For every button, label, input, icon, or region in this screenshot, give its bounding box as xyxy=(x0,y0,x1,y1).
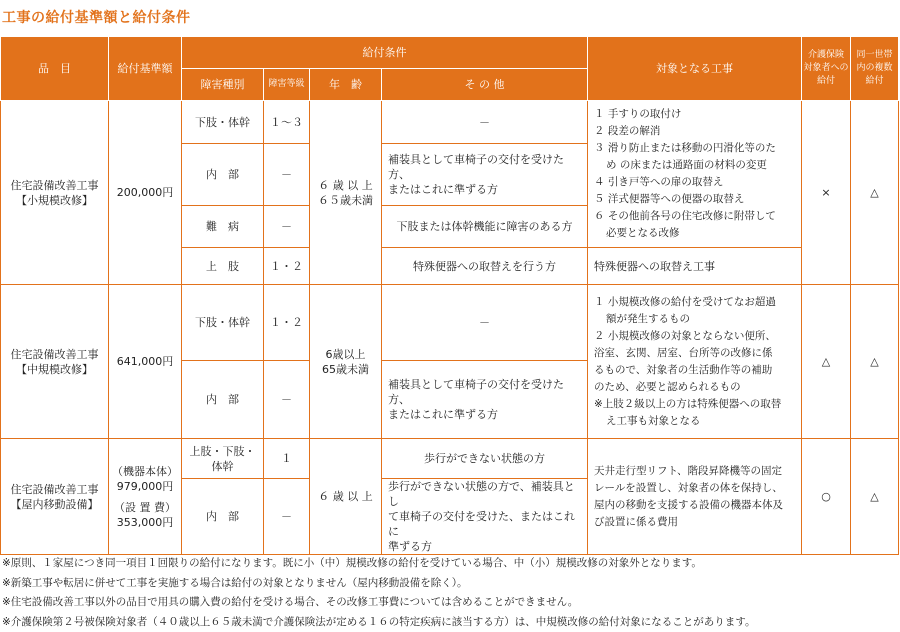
type-cell: 上 肢 xyxy=(182,248,264,285)
grade-cell: － xyxy=(264,479,310,555)
item-small: 住宅設備改善工事 【小規模改修】 xyxy=(1,101,109,285)
footnotes xyxy=(2,554,755,632)
household-indoor: △ xyxy=(851,439,899,555)
age-indoor: ６ 歳 以 上 xyxy=(310,439,382,555)
type-cell: 難 病 xyxy=(182,206,264,248)
benefit-table xyxy=(0,36,899,555)
header-household: 同一世帯 内の複数 給付 xyxy=(851,37,899,101)
other-cell: 歩行ができない状態の方で、補装具とし て車椅子の交付を受けた、またはこれに 準ずる方 xyxy=(382,479,588,555)
other-cell: － xyxy=(382,285,588,361)
type-cell: 内 部 xyxy=(182,144,264,206)
target-cell: 特殊便器への取替え工事 xyxy=(588,248,802,285)
household-small: △ xyxy=(851,101,899,285)
footnote: ※新築工事や転居に併せて工事を実施する場合は給付の対象となりません（屋内移動設備を除く）。 xyxy=(2,574,755,594)
base-medium: 641,000円 xyxy=(109,285,182,439)
page-title: 工事の給付基準額と給付条件 xyxy=(2,7,191,27)
other-cell: 特殊便器への取替えを行う方 xyxy=(382,248,588,285)
header-target-work: 対象となる工事 xyxy=(588,37,802,101)
grade-cell: １・２ xyxy=(264,248,310,285)
care-small: × xyxy=(802,101,851,285)
age-medium: 6歳以上 65歳未満 xyxy=(310,285,382,439)
type-cell: 内 部 xyxy=(182,361,264,439)
targets-small: １ 手すりの取付け ２ 段差の解消 ３ 滑り防止または移動の円滑化等のた め の床または通路面の材料の変更 ４ 引き戸等への扉の取替え ５ 洋式便器等への便器の取替え ６ その他前各号の住宅改修に附帯して 必要となる改修 xyxy=(588,101,802,248)
grade-cell: １～３ xyxy=(264,101,310,144)
type-cell: 下肢・体幹 xyxy=(182,285,264,361)
targets-indoor: 天井走行型リフト、階段昇降機等の固定 レールを設置し、対象者の体を保持し、 屋内の移動を支援する設備の機器本体及 び設置に係る費用 xyxy=(588,439,802,555)
header-disability-type: 障害種別 xyxy=(182,69,264,101)
footnote: ※住宅設備改善工事以外の品目で用具の購入費の給付を受ける場合、その改修工事費については含めることができません。 xyxy=(2,593,755,613)
targets-medium: １ 小規模改修の給付を受けてなお超過 額が発生するもの ２ 小規模改修の対象とならない便所、 浴室、玄関、居室、台所等の改修に係 るもので、対象者の生活動作等の補助 のため、必要と認められるもの ※上肢２級以上の方は特殊便器への取替 え工事も対象となる xyxy=(588,285,802,439)
header-conditions: 給付条件 xyxy=(182,37,588,69)
other-cell: － xyxy=(382,101,588,144)
footnote: ※介護保険第２号被保険対象者（４０歳以上６５歳未満で介護保険法が定める１６の特定疾病に該当する方）は、中規模改修の給付対象になることがあります。 xyxy=(2,613,755,632)
type-cell: 下肢・体幹 xyxy=(182,101,264,144)
age-small: ６ 歳 以 上 ６５歳未満 xyxy=(310,101,382,285)
other-cell: 補装具として車椅子の交付を受けた方、 またはこれに準ずる方 xyxy=(382,361,588,439)
type-cell: 内 部 xyxy=(182,479,264,555)
item-indoor: 住宅設備改善工事 【屋内移動設備】 xyxy=(1,439,109,555)
care-indoor: ○ xyxy=(802,439,851,555)
grade-cell: １・２ xyxy=(264,285,310,361)
header-age: 年 齢 xyxy=(310,69,382,101)
other-cell: 補装具として車椅子の交付を受けた方、 またはこれに準ずる方 xyxy=(382,144,588,206)
header-care-insurance: 介護保険 対象者への 給付 xyxy=(802,37,851,101)
household-medium: △ xyxy=(851,285,899,439)
grade-cell: － xyxy=(264,144,310,206)
header-disability-grade: 障害等級 xyxy=(264,69,310,101)
header-item: 品 目 xyxy=(1,37,109,101)
other-cell: 歩行ができない状態の方 xyxy=(382,439,588,479)
header-base-amount: 給付基準額 xyxy=(109,37,182,101)
grade-cell: － xyxy=(264,361,310,439)
header-other: そ の 他 xyxy=(382,69,588,101)
other-cell: 下肢または体幹機能に障害のある方 xyxy=(382,206,588,248)
item-medium: 住宅設備改善工事 【中規模改修】 xyxy=(1,285,109,439)
grade-cell: － xyxy=(264,206,310,248)
grade-cell: １ xyxy=(264,439,310,479)
footnote: ※原則、１家屋につき同一項目１回限りの給付になります。既に小（中）規模改修の給付を受けている場合、中（小）規模改修の対象外となります。 xyxy=(2,554,755,574)
type-cell: 上肢・下肢・ 体幹 xyxy=(182,439,264,479)
care-medium: △ xyxy=(802,285,851,439)
base-indoor: （機器本体） 979,000円 （設 置 費） 353,000円 xyxy=(109,439,182,555)
base-small: 200,000円 xyxy=(109,101,182,285)
